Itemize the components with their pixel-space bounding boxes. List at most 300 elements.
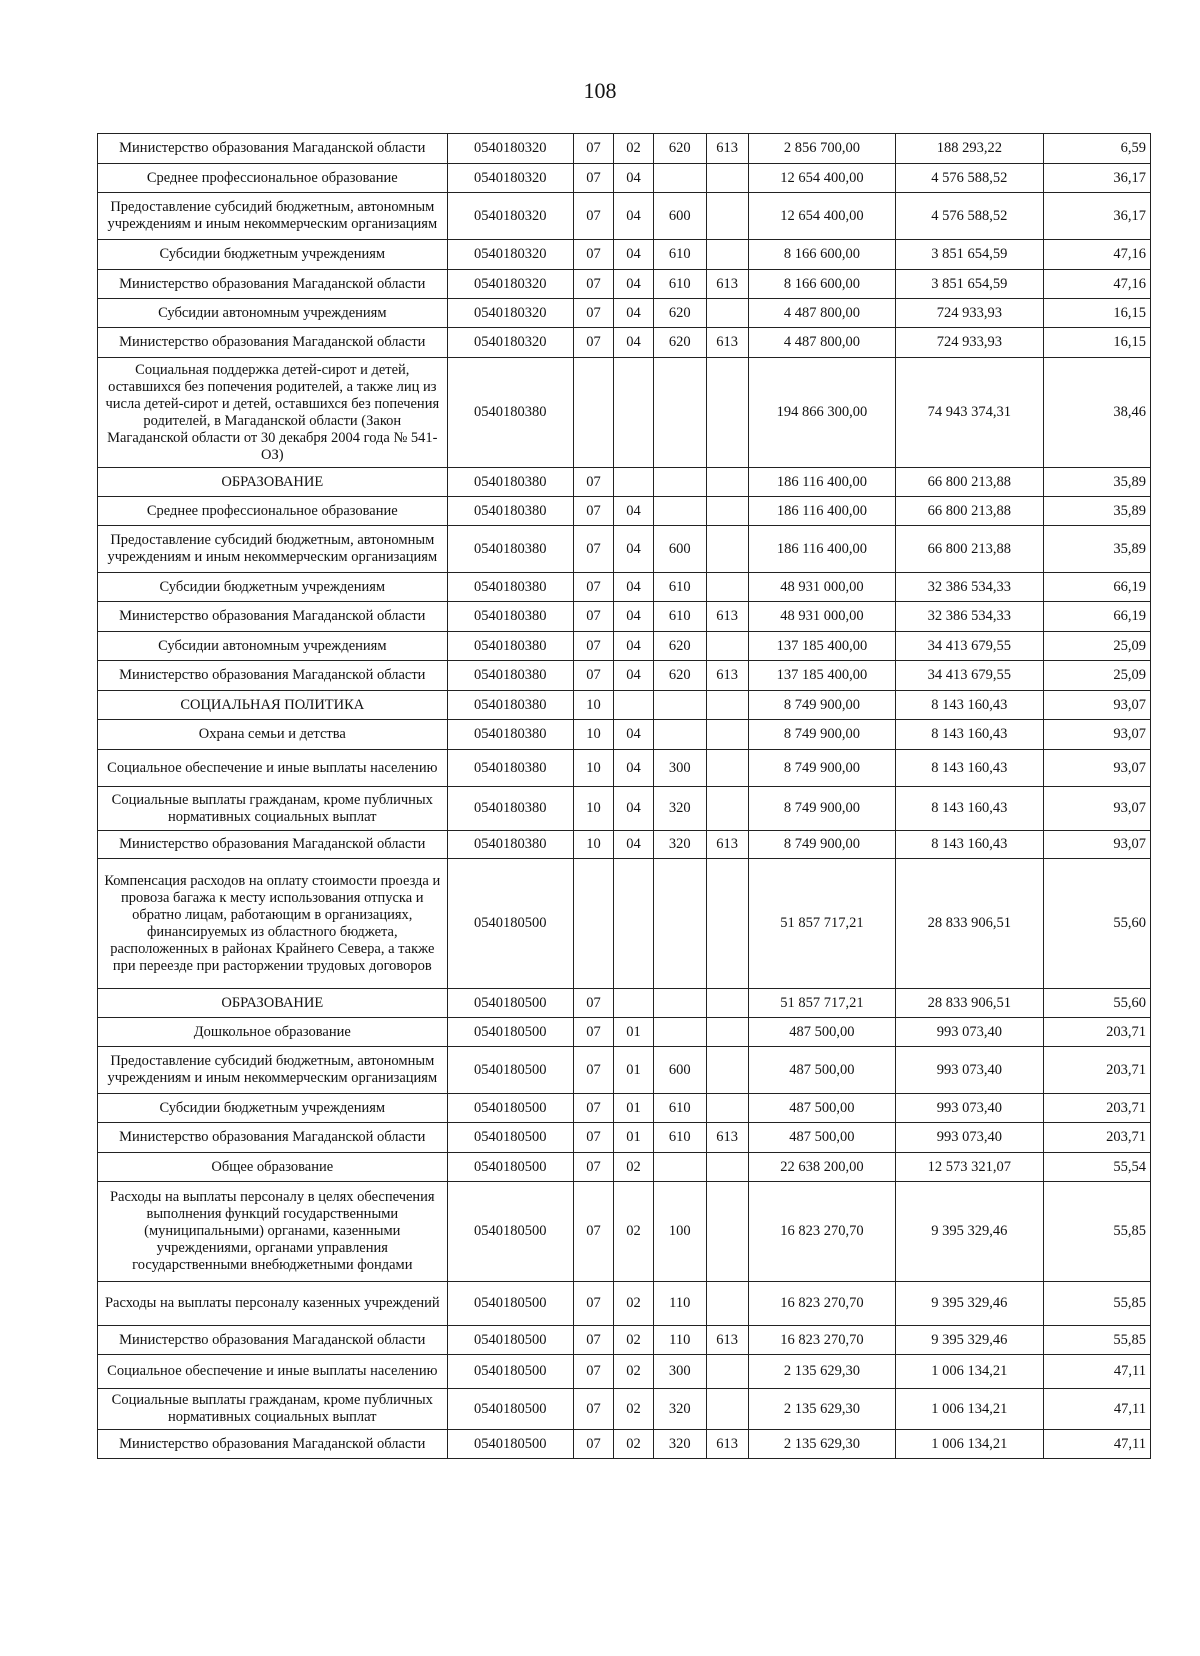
table-row bbox=[98, 468, 1151, 497]
row-expense-type: 620 bbox=[653, 328, 706, 358]
table-row bbox=[98, 240, 1151, 270]
row-subsection: 04 bbox=[613, 299, 653, 328]
row-subsection: 04 bbox=[613, 602, 653, 632]
row-target-code: 0540180380 bbox=[447, 750, 573, 787]
row-planned-amount: 137 185 400,00 bbox=[748, 632, 895, 661]
row-name: Расходы на выплаты персоналу казенных учреждений bbox=[98, 1282, 448, 1326]
row-admin-code bbox=[706, 468, 748, 497]
row-admin-code bbox=[706, 691, 748, 720]
table-row bbox=[98, 1326, 1151, 1355]
row-subsection bbox=[613, 859, 653, 989]
row-target-code: 0540180500 bbox=[447, 859, 573, 989]
row-actual-amount: 3 851 654,59 bbox=[896, 270, 1043, 299]
row-percent: 16,15 bbox=[1043, 328, 1150, 358]
row-admin-code bbox=[706, 750, 748, 787]
row-actual-amount: 1 006 134,21 bbox=[896, 1389, 1043, 1430]
row-name: Министерство образования Магаданской области bbox=[98, 270, 448, 299]
row-expense-type: 320 bbox=[653, 787, 706, 831]
table-row bbox=[98, 299, 1151, 328]
row-subsection: 04 bbox=[613, 750, 653, 787]
row-planned-amount: 2 135 629,30 bbox=[748, 1355, 895, 1389]
row-subsection: 01 bbox=[613, 1047, 653, 1094]
row-expense-type: 110 bbox=[653, 1326, 706, 1355]
row-name: Министерство образования Магаданской области bbox=[98, 831, 448, 859]
row-percent: 55,85 bbox=[1043, 1282, 1150, 1326]
row-actual-amount: 9 395 329,46 bbox=[896, 1182, 1043, 1282]
row-actual-amount: 3 851 654,59 bbox=[896, 240, 1043, 270]
row-target-code: 0540180500 bbox=[447, 1182, 573, 1282]
row-subsection: 02 bbox=[613, 1282, 653, 1326]
row-actual-amount: 993 073,40 bbox=[896, 1094, 1043, 1123]
row-actual-amount: 28 833 906,51 bbox=[896, 859, 1043, 989]
row-planned-amount: 22 638 200,00 bbox=[748, 1153, 895, 1182]
row-section: 07 bbox=[573, 1355, 613, 1389]
row-section: 07 bbox=[573, 497, 613, 526]
row-target-code: 0540180380 bbox=[447, 573, 573, 602]
row-planned-amount: 16 823 270,70 bbox=[748, 1282, 895, 1326]
row-name: Министерство образования Магаданской области bbox=[98, 1123, 448, 1153]
row-section: 07 bbox=[573, 1282, 613, 1326]
row-expense-type: 620 bbox=[653, 134, 706, 164]
row-percent: 203,71 bbox=[1043, 1094, 1150, 1123]
table-row bbox=[98, 691, 1151, 720]
row-expense-type bbox=[653, 691, 706, 720]
row-planned-amount: 8 749 900,00 bbox=[748, 720, 895, 750]
row-expense-type: 620 bbox=[653, 632, 706, 661]
row-expense-type: 610 bbox=[653, 1123, 706, 1153]
row-percent: 55,85 bbox=[1043, 1182, 1150, 1282]
row-name: Расходы на выплаты персоналу в целях обеспечения выполнения функций государственными (муниципальными) органами, казенными учреждениями, органами управления государственными внебюджетными фондами bbox=[98, 1182, 448, 1282]
table-row bbox=[98, 1153, 1151, 1182]
row-target-code: 0540180500 bbox=[447, 1047, 573, 1094]
row-name: Охрана семьи и детства bbox=[98, 720, 448, 750]
row-name: Министерство образования Магаданской области bbox=[98, 328, 448, 358]
row-expense-type: 610 bbox=[653, 1094, 706, 1123]
row-percent: 47,11 bbox=[1043, 1430, 1150, 1459]
row-admin-code bbox=[706, 1182, 748, 1282]
row-percent: 55,60 bbox=[1043, 989, 1150, 1018]
row-planned-amount: 8 166 600,00 bbox=[748, 240, 895, 270]
row-section: 07 bbox=[573, 661, 613, 691]
row-admin-code: 613 bbox=[706, 1123, 748, 1153]
row-actual-amount: 8 143 160,43 bbox=[896, 831, 1043, 859]
row-subsection: 04 bbox=[613, 526, 653, 573]
table-row bbox=[98, 270, 1151, 299]
row-subsection: 01 bbox=[613, 1123, 653, 1153]
row-subsection: 04 bbox=[613, 497, 653, 526]
row-actual-amount: 8 143 160,43 bbox=[896, 691, 1043, 720]
row-planned-amount: 186 116 400,00 bbox=[748, 497, 895, 526]
row-section: 07 bbox=[573, 573, 613, 602]
row-name: Социальная поддержка детей-сирот и детей, оставшихся без попечения родителей, а также лиц из числа детей-сирот и детей, оставшихся без попечения родителей, в Магаданской области (Закон Магаданской области от 30 декабря 2004 года № 541-ОЗ) bbox=[98, 358, 448, 468]
row-actual-amount: 9 395 329,46 bbox=[896, 1326, 1043, 1355]
row-target-code: 0540180320 bbox=[447, 299, 573, 328]
row-target-code: 0540180500 bbox=[447, 1389, 573, 1430]
row-admin-code bbox=[706, 358, 748, 468]
row-actual-amount: 724 933,93 bbox=[896, 299, 1043, 328]
row-name: Предоставление субсидий бюджетным, автономным учреждениям и иным некоммерческим организациям bbox=[98, 1047, 448, 1094]
row-section: 07 bbox=[573, 1153, 613, 1182]
row-expense-type bbox=[653, 1018, 706, 1047]
row-admin-code bbox=[706, 526, 748, 573]
row-admin-code: 613 bbox=[706, 831, 748, 859]
row-section: 07 bbox=[573, 1430, 613, 1459]
row-planned-amount: 137 185 400,00 bbox=[748, 661, 895, 691]
table-row bbox=[98, 358, 1151, 468]
row-subsection: 04 bbox=[613, 573, 653, 602]
table-row bbox=[98, 1389, 1151, 1430]
page-number: 108 bbox=[583, 78, 617, 103]
row-name: Субсидии автономным учреждениям bbox=[98, 299, 448, 328]
row-admin-code bbox=[706, 1047, 748, 1094]
row-section: 07 bbox=[573, 328, 613, 358]
row-subsection: 04 bbox=[613, 164, 653, 193]
row-name: Социальное обеспечение и иные выплаты населению bbox=[98, 1355, 448, 1389]
table-row bbox=[98, 787, 1151, 831]
row-subsection: 04 bbox=[613, 720, 653, 750]
row-admin-code: 613 bbox=[706, 602, 748, 632]
row-expense-type: 610 bbox=[653, 573, 706, 602]
row-planned-amount: 487 500,00 bbox=[748, 1018, 895, 1047]
row-actual-amount: 993 073,40 bbox=[896, 1047, 1043, 1094]
row-percent: 35,89 bbox=[1043, 468, 1150, 497]
table-row bbox=[98, 1355, 1151, 1389]
row-name: Социальные выплаты гражданам, кроме публичных нормативных социальных выплат bbox=[98, 787, 448, 831]
row-section: 10 bbox=[573, 691, 613, 720]
table-row bbox=[98, 831, 1151, 859]
row-name: Социальные выплаты гражданам, кроме публичных нормативных социальных выплат bbox=[98, 1389, 448, 1430]
row-expense-type: 110 bbox=[653, 1282, 706, 1326]
row-subsection bbox=[613, 989, 653, 1018]
row-expense-type bbox=[653, 468, 706, 497]
table-row bbox=[98, 632, 1151, 661]
table-row bbox=[98, 164, 1151, 193]
row-section: 07 bbox=[573, 270, 613, 299]
row-expense-type: 300 bbox=[653, 750, 706, 787]
row-planned-amount: 12 654 400,00 bbox=[748, 164, 895, 193]
row-target-code: 0540180500 bbox=[447, 1018, 573, 1047]
row-subsection: 02 bbox=[613, 134, 653, 164]
row-percent: 38,46 bbox=[1043, 358, 1150, 468]
row-actual-amount: 724 933,93 bbox=[896, 328, 1043, 358]
row-section: 07 bbox=[573, 240, 613, 270]
row-expense-type bbox=[653, 358, 706, 468]
row-section: 07 bbox=[573, 134, 613, 164]
row-target-code: 0540180500 bbox=[447, 1282, 573, 1326]
table-row bbox=[98, 328, 1151, 358]
row-admin-code: 613 bbox=[706, 1326, 748, 1355]
row-expense-type bbox=[653, 497, 706, 526]
row-percent: 66,19 bbox=[1043, 602, 1150, 632]
row-expense-type: 300 bbox=[653, 1355, 706, 1389]
row-admin-code bbox=[706, 1355, 748, 1389]
row-name: Субсидии автономным учреждениям bbox=[98, 632, 448, 661]
row-target-code: 0540180500 bbox=[447, 1355, 573, 1389]
row-subsection: 01 bbox=[613, 1018, 653, 1047]
row-actual-amount: 188 293,22 bbox=[896, 134, 1043, 164]
row-subsection: 02 bbox=[613, 1430, 653, 1459]
table-row bbox=[98, 1123, 1151, 1153]
row-planned-amount: 487 500,00 bbox=[748, 1094, 895, 1123]
row-expense-type bbox=[653, 164, 706, 193]
row-planned-amount: 8 749 900,00 bbox=[748, 691, 895, 720]
row-actual-amount: 8 143 160,43 bbox=[896, 750, 1043, 787]
row-expense-type bbox=[653, 859, 706, 989]
row-admin-code bbox=[706, 299, 748, 328]
row-name: Социальное обеспечение и иные выплаты населению bbox=[98, 750, 448, 787]
row-subsection: 04 bbox=[613, 328, 653, 358]
row-percent: 93,07 bbox=[1043, 691, 1150, 720]
row-name: Министерство образования Магаданской области bbox=[98, 134, 448, 164]
row-section: 07 bbox=[573, 299, 613, 328]
row-section: 07 bbox=[573, 1094, 613, 1123]
row-actual-amount: 993 073,40 bbox=[896, 1123, 1043, 1153]
row-planned-amount: 8 749 900,00 bbox=[748, 787, 895, 831]
table-row bbox=[98, 526, 1151, 573]
row-actual-amount: 66 800 213,88 bbox=[896, 526, 1043, 573]
row-expense-type: 320 bbox=[653, 831, 706, 859]
row-actual-amount: 12 573 321,07 bbox=[896, 1153, 1043, 1182]
row-expense-type: 600 bbox=[653, 526, 706, 573]
row-name: Среднее профессиональное образование bbox=[98, 164, 448, 193]
row-name: Министерство образования Магаданской области bbox=[98, 1430, 448, 1459]
row-name: Министерство образования Магаданской области bbox=[98, 602, 448, 632]
row-subsection bbox=[613, 691, 653, 720]
row-percent: 35,89 bbox=[1043, 497, 1150, 526]
row-admin-code bbox=[706, 859, 748, 989]
row-subsection: 04 bbox=[613, 193, 653, 240]
table-row bbox=[98, 1430, 1151, 1459]
row-percent: 16,15 bbox=[1043, 299, 1150, 328]
row-subsection: 04 bbox=[613, 270, 653, 299]
row-section: 07 bbox=[573, 526, 613, 573]
row-section: 07 bbox=[573, 989, 613, 1018]
row-planned-amount: 487 500,00 bbox=[748, 1047, 895, 1094]
row-admin-code bbox=[706, 1282, 748, 1326]
row-section: 07 bbox=[573, 164, 613, 193]
row-subsection: 04 bbox=[613, 632, 653, 661]
row-planned-amount: 2 135 629,30 bbox=[748, 1430, 895, 1459]
row-admin-code bbox=[706, 1153, 748, 1182]
row-target-code: 0540180500 bbox=[447, 1326, 573, 1355]
row-subsection: 04 bbox=[613, 240, 653, 270]
row-section: 07 bbox=[573, 1018, 613, 1047]
row-actual-amount: 66 800 213,88 bbox=[896, 468, 1043, 497]
row-target-code: 0540180320 bbox=[447, 164, 573, 193]
row-actual-amount: 993 073,40 bbox=[896, 1018, 1043, 1047]
table-row bbox=[98, 497, 1151, 526]
row-admin-code bbox=[706, 193, 748, 240]
row-name: ОБРАЗОВАНИЕ bbox=[98, 468, 448, 497]
row-admin-code bbox=[706, 164, 748, 193]
row-target-code: 0540180500 bbox=[447, 1153, 573, 1182]
row-admin-code: 613 bbox=[706, 1430, 748, 1459]
row-admin-code bbox=[706, 989, 748, 1018]
row-admin-code: 613 bbox=[706, 270, 748, 299]
row-expense-type: 620 bbox=[653, 299, 706, 328]
row-planned-amount: 51 857 717,21 bbox=[748, 989, 895, 1018]
row-planned-amount: 12 654 400,00 bbox=[748, 193, 895, 240]
table-row bbox=[98, 720, 1151, 750]
row-subsection: 01 bbox=[613, 1094, 653, 1123]
row-section: 07 bbox=[573, 1123, 613, 1153]
row-planned-amount: 8 749 900,00 bbox=[748, 750, 895, 787]
row-subsection bbox=[613, 358, 653, 468]
row-actual-amount: 8 143 160,43 bbox=[896, 720, 1043, 750]
row-percent: 93,07 bbox=[1043, 831, 1150, 859]
row-actual-amount: 1 006 134,21 bbox=[896, 1430, 1043, 1459]
row-percent: 93,07 bbox=[1043, 720, 1150, 750]
row-percent: 6,59 bbox=[1043, 134, 1150, 164]
row-planned-amount: 4 487 800,00 bbox=[748, 299, 895, 328]
table-body bbox=[98, 134, 1151, 1459]
row-target-code: 0540180380 bbox=[447, 787, 573, 831]
row-admin-code: 613 bbox=[706, 134, 748, 164]
row-name: Субсидии бюджетным учреждениям bbox=[98, 240, 448, 270]
row-admin-code bbox=[706, 1018, 748, 1047]
row-percent: 36,17 bbox=[1043, 164, 1150, 193]
row-percent: 203,71 bbox=[1043, 1123, 1150, 1153]
row-actual-amount: 1 006 134,21 bbox=[896, 1355, 1043, 1389]
row-target-code: 0540180320 bbox=[447, 328, 573, 358]
table-row bbox=[98, 1047, 1151, 1094]
row-actual-amount: 9 395 329,46 bbox=[896, 1282, 1043, 1326]
row-expense-type: 610 bbox=[653, 602, 706, 632]
row-expense-type: 600 bbox=[653, 193, 706, 240]
row-section: 07 bbox=[573, 602, 613, 632]
row-expense-type bbox=[653, 1153, 706, 1182]
row-planned-amount: 4 487 800,00 bbox=[748, 328, 895, 358]
row-expense-type bbox=[653, 989, 706, 1018]
row-admin-code bbox=[706, 497, 748, 526]
row-section bbox=[573, 358, 613, 468]
row-target-code: 0540180380 bbox=[447, 831, 573, 859]
row-section: 07 bbox=[573, 632, 613, 661]
table-row bbox=[98, 602, 1151, 632]
row-section: 07 bbox=[573, 1326, 613, 1355]
row-section: 10 bbox=[573, 720, 613, 750]
row-name: Предоставление субсидий бюджетным, автономным учреждениям и иным некоммерческим организациям bbox=[98, 526, 448, 573]
row-percent: 55,54 bbox=[1043, 1153, 1150, 1182]
table-row bbox=[98, 1182, 1151, 1282]
row-target-code: 0540180500 bbox=[447, 1123, 573, 1153]
row-target-code: 0540180380 bbox=[447, 661, 573, 691]
table-row bbox=[98, 661, 1151, 691]
table-row bbox=[98, 573, 1151, 602]
row-percent: 47,11 bbox=[1043, 1355, 1150, 1389]
row-percent: 47,11 bbox=[1043, 1389, 1150, 1430]
row-percent: 47,16 bbox=[1043, 240, 1150, 270]
row-name: Предоставление субсидий бюджетным, автономным учреждениям и иным некоммерческим организациям bbox=[98, 193, 448, 240]
row-section: 10 bbox=[573, 831, 613, 859]
row-actual-amount: 34 413 679,55 bbox=[896, 632, 1043, 661]
row-admin-code bbox=[706, 720, 748, 750]
table-row bbox=[98, 750, 1151, 787]
row-subsection: 02 bbox=[613, 1355, 653, 1389]
row-target-code: 0540180320 bbox=[447, 193, 573, 240]
row-percent: 47,16 bbox=[1043, 270, 1150, 299]
row-planned-amount: 186 116 400,00 bbox=[748, 526, 895, 573]
row-name: Компенсация расходов на оплату стоимости проезда и провоза багажа к месту использования отпуска и обратно лицам, работающим в организациях, финансируемых из областного бюджета, расположенных в районах Крайнего Севера, а также при переезде при расторжении трудовых договоров bbox=[98, 859, 448, 989]
row-planned-amount: 186 116 400,00 bbox=[748, 468, 895, 497]
row-percent: 36,17 bbox=[1043, 193, 1150, 240]
row-name: Субсидии бюджетным учреждениям bbox=[98, 573, 448, 602]
row-target-code: 0540180380 bbox=[447, 632, 573, 661]
row-percent: 66,19 bbox=[1043, 573, 1150, 602]
row-percent: 35,89 bbox=[1043, 526, 1150, 573]
table-row bbox=[98, 134, 1151, 164]
row-percent: 25,09 bbox=[1043, 632, 1150, 661]
row-target-code: 0540180320 bbox=[447, 240, 573, 270]
row-planned-amount: 2 856 700,00 bbox=[748, 134, 895, 164]
row-admin-code bbox=[706, 240, 748, 270]
row-subsection: 02 bbox=[613, 1153, 653, 1182]
row-target-code: 0540180380 bbox=[447, 691, 573, 720]
row-planned-amount: 487 500,00 bbox=[748, 1123, 895, 1153]
row-name: Субсидии бюджетным учреждениям bbox=[98, 1094, 448, 1123]
row-expense-type: 100 bbox=[653, 1182, 706, 1282]
row-section: 07 bbox=[573, 1389, 613, 1430]
budget-table bbox=[97, 133, 1151, 1459]
row-planned-amount: 2 135 629,30 bbox=[748, 1389, 895, 1430]
row-target-code: 0540180320 bbox=[447, 270, 573, 299]
row-target-code: 0540180380 bbox=[447, 526, 573, 573]
row-name: Общее образование bbox=[98, 1153, 448, 1182]
row-actual-amount: 8 143 160,43 bbox=[896, 787, 1043, 831]
row-section: 07 bbox=[573, 1047, 613, 1094]
row-expense-type: 600 bbox=[653, 1047, 706, 1094]
row-target-code: 0540180500 bbox=[447, 1094, 573, 1123]
row-subsection: 02 bbox=[613, 1326, 653, 1355]
row-admin-code bbox=[706, 573, 748, 602]
row-planned-amount: 8 166 600,00 bbox=[748, 270, 895, 299]
row-name: Министерство образования Магаданской области bbox=[98, 1326, 448, 1355]
row-percent: 93,07 bbox=[1043, 750, 1150, 787]
row-admin-code bbox=[706, 1094, 748, 1123]
row-expense-type: 320 bbox=[653, 1430, 706, 1459]
table-row bbox=[98, 989, 1151, 1018]
row-percent: 55,60 bbox=[1043, 859, 1150, 989]
row-admin-code bbox=[706, 787, 748, 831]
table-row bbox=[98, 193, 1151, 240]
row-expense-type: 610 bbox=[653, 240, 706, 270]
row-actual-amount: 32 386 534,33 bbox=[896, 602, 1043, 632]
table-row bbox=[98, 1094, 1151, 1123]
row-expense-type: 610 bbox=[653, 270, 706, 299]
row-name: Дошкольное образование bbox=[98, 1018, 448, 1047]
row-target-code: 0540180380 bbox=[447, 602, 573, 632]
row-planned-amount: 16 823 270,70 bbox=[748, 1326, 895, 1355]
row-planned-amount: 194 866 300,00 bbox=[748, 358, 895, 468]
row-expense-type: 320 bbox=[653, 1389, 706, 1430]
table-row bbox=[98, 1282, 1151, 1326]
row-target-code: 0540180380 bbox=[447, 720, 573, 750]
row-actual-amount: 4 576 588,52 bbox=[896, 193, 1043, 240]
row-section: 07 bbox=[573, 1182, 613, 1282]
row-percent: 203,71 bbox=[1043, 1047, 1150, 1094]
row-actual-amount: 28 833 906,51 bbox=[896, 989, 1043, 1018]
row-name: ОБРАЗОВАНИЕ bbox=[98, 989, 448, 1018]
row-actual-amount: 34 413 679,55 bbox=[896, 661, 1043, 691]
row-percent: 93,07 bbox=[1043, 787, 1150, 831]
row-name: СОЦИАЛЬНАЯ ПОЛИТИКА bbox=[98, 691, 448, 720]
row-planned-amount: 8 749 900,00 bbox=[748, 831, 895, 859]
row-admin-code: 613 bbox=[706, 661, 748, 691]
table-row bbox=[98, 1018, 1151, 1047]
row-target-code: 0540180500 bbox=[447, 989, 573, 1018]
row-name: Среднее профессиональное образование bbox=[98, 497, 448, 526]
row-section: 10 bbox=[573, 750, 613, 787]
